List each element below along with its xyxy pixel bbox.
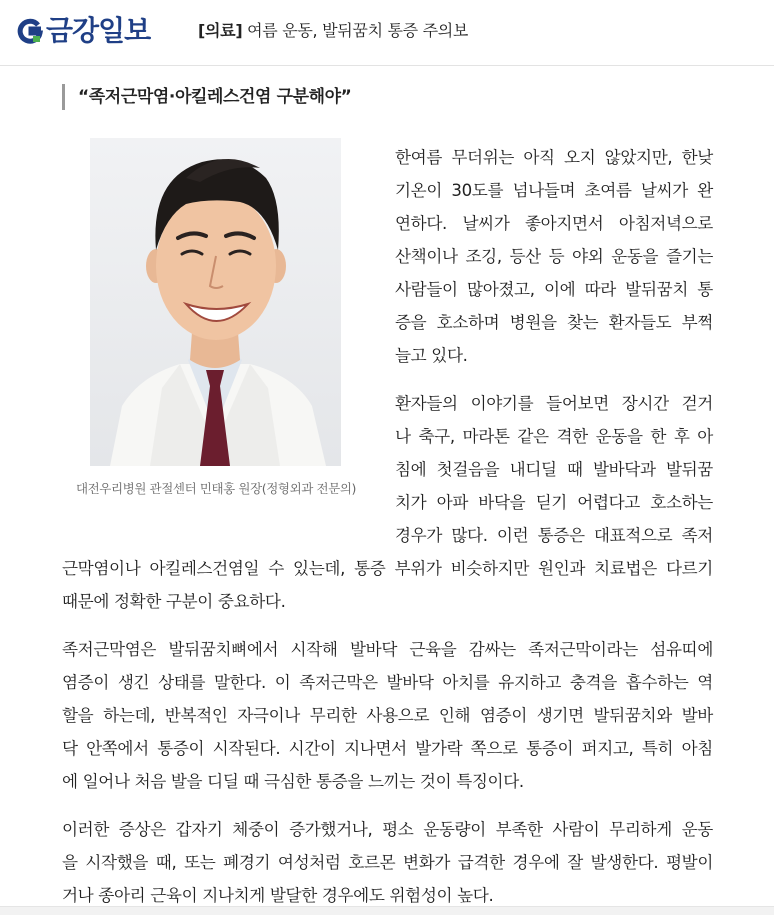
paragraph-line: 경우가 많다. 이런 통증은 대표적으로 족저 <box>395 526 713 545</box>
paragraph-line: 염증이 생긴 상태를 말한다. 이 족저근막은 발바닥 아치를 유지하고 충격을 흡수하는 역 <box>62 673 713 692</box>
paragraph-line: 닥 안쪽에서 통증이 시작된다. 시간이 지나면서 발가락 쪽으로 통증이 퍼지고, 특히 아침 <box>62 739 713 758</box>
site-header <box>0 0 774 66</box>
paragraph-line: 증을 호소하며 병원을 찾는 환자들도 부쩍 <box>395 313 713 332</box>
article-headline <box>198 20 468 42</box>
doctor-photo <box>90 138 341 466</box>
paragraph-line: 근막염이나 아킬레스건염일 수 있는데, 통증 부위가 비슷하지만 원인과 치료법은 다르기 <box>62 559 713 578</box>
paragraph-line: 이러한 증상은 갑자기 체중이 증가했거나, 평소 운동량이 부족한 사람이 무리하게 운동 <box>62 820 713 839</box>
paragraph-line: 늘고 있다. <box>395 346 468 365</box>
site-logo[interactable] <box>17 14 150 48</box>
paragraph-line: 연하다. 날씨가 좋아지면서 아침저녁으로 <box>395 214 713 233</box>
paragraph-line: 때문에 정확한 구분이 중요하다. <box>62 592 286 611</box>
paragraph-line: 나 축구, 마라톤 같은 격한 운동을 한 후 아 <box>395 427 713 446</box>
paragraph-line: 침에 첫걸음을 내디딜 때 발바닥과 발뒤꿈 <box>395 460 713 479</box>
paragraph-line: 거나 종아리 근육이 지나치게 발달한 경우에도 위험성이 높다. <box>62 886 494 905</box>
paragraph-line: 산책이나 조깅, 등산 등 야외 운동을 즐기는 <box>395 247 713 266</box>
logo-g-icon <box>17 18 43 44</box>
paragraph-line: 을 시작했을 때, 또는 폐경기 여성처럼 호르몬 변화가 급격한 경우에 잘 발생한다. 평발이 <box>62 853 713 872</box>
paragraph-line: 환자들의 이야기를 들어보면 장시간 걷거 <box>395 394 713 413</box>
paragraph-line: 기온이 30도를 넘나들며 초여름 날씨가 완 <box>395 181 713 200</box>
paragraph-line: 족저근막염은 발뒤꿈치뼈에서 시작해 발바닥 근육을 감싸는 족저근막이라는 섬유띠에 <box>62 640 713 659</box>
paragraph-line: 에 일어나 처음 발을 디딜 때 극심한 통증을 느끼는 것이 특징이다. <box>62 772 524 791</box>
logo-text: 금강일보 <box>46 14 151 47</box>
paragraph-line: 할을 하는데, 반복적인 자극이나 무리한 사용으로 인해 염증이 생기면 발뒤꿈치와 발바 <box>62 706 713 725</box>
article-subtitle: “족저근막염·아킬레스건염 구분해야” <box>62 84 351 110</box>
paragraph-line: 치가 아파 바닥을 딛기 어렵다고 호소하는 <box>395 493 713 512</box>
paragraph-line: 한여름 무더위는 아직 오지 않았지만, 한낮 <box>395 148 713 167</box>
article-category: [의료] <box>198 21 243 40</box>
photo-caption: 대전우리병원 관절센터 민태홍 원장(정형외과 전문의) <box>75 481 357 496</box>
article-title: 여름 운동, 발뒤꿈치 통증 주의보 <box>242 21 469 40</box>
paragraph-line: 사람들이 많아졌고, 이에 따라 발뒤꿈치 통 <box>395 280 713 299</box>
